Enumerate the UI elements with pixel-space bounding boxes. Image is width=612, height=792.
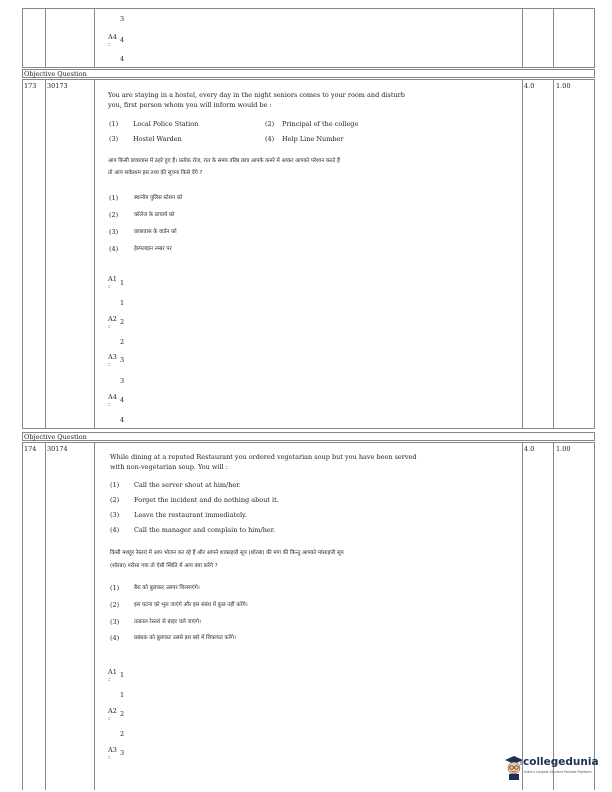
answer-173-a4-label: A4 [108, 393, 117, 401]
marks-173: 4.0 [524, 82, 535, 90]
negative-marks-174: 1.00 [556, 445, 571, 453]
question-id-173: 30173 [47, 82, 68, 90]
answer-174-a3-value: 3 [120, 749, 125, 757]
option-174-1-text: Call the server shout at him/her. [134, 481, 241, 489]
answer-173-a1-sub: 1 [120, 299, 125, 307]
answer-174-a3-colon: : [108, 753, 111, 761]
option-173-2-num: (2) [265, 120, 275, 128]
question-hindi-173-line1: आप किसी छात्रावास में ठहरे हुए हैं। प्रत्येक रोज, रात के समय वरिष्ठ छात्र आपके कमरे में आकर आपको परेशान करते हैं [108, 158, 340, 164]
answer-174-a1-sub: 1 [120, 691, 125, 699]
hindi-option-174-3-num: (3) [110, 618, 120, 626]
hindi-option-173-1-text: स्थानीय पुलिस स्टेशन को [134, 195, 183, 201]
answer-173-a1-value: 1 [120, 279, 125, 287]
question-hindi-174-line1: किसी मशहूर रेस्तरां में आप भोजन कर रहे हैं और आपने शाकाहारी सूप (शोरबा) की मांग की किन्तु आपको मांसाहारी सूप [110, 550, 344, 556]
question-hindi-173-line2: तो आप सर्वप्रथम इस तथ्य की सूचना किसे देंगे ? [108, 170, 203, 176]
hindi-option-173-1-num: (1) [109, 194, 119, 202]
hindi-option-174-4-num: (4) [110, 634, 120, 642]
question-text-173-line1: You are staying in a hostel, every day in the night seniors comes to your room and disturb [108, 91, 405, 99]
hindi-option-173-3-text: छात्रावास के वार्डन को [134, 229, 177, 235]
option-173-2-text: Principal of the college [282, 120, 359, 128]
answer-173-a1-colon: : [108, 282, 111, 290]
answer-173-a3-value: 3 [120, 356, 125, 364]
marks-174: 4.0 [524, 445, 535, 453]
prev-answer-a4-colon: : [108, 40, 111, 48]
graduate-mascot-icon [504, 754, 524, 780]
answer-174-a1-value: 1 [120, 671, 125, 679]
collegedunia-logo[interactable] [504, 754, 604, 790]
serial-number-174: 174 [24, 445, 37, 453]
section-label-174: Objective Question [22, 432, 595, 441]
prev-answer-a4-label: A4 [108, 33, 117, 41]
question-174-block [22, 442, 595, 790]
answer-173-a2-label: A2 [108, 315, 117, 323]
hindi-option-174-2-num: (2) [110, 601, 120, 609]
answer-173-a2-value: 2 [120, 318, 125, 326]
hindi-option-174-1-num: (1) [110, 584, 120, 592]
question-id-174: 30174 [47, 445, 68, 453]
answer-173-a4-sub: 4 [120, 416, 125, 424]
hindi-option-174-1-text: बैरा को बुलाकर उसपर चिल्लाएंगे। [134, 585, 200, 591]
answer-174-a2-sub: 2 [120, 730, 125, 738]
option-174-1-num: (1) [110, 481, 120, 489]
answer-173-a2-sub: 2 [120, 338, 125, 346]
hindi-option-173-4-text: हेल्पलाइन नम्बर पर [134, 246, 172, 252]
question-text-173-line2: you, first person whom you will inform would be : [108, 101, 272, 109]
hindi-option-173-3-num: (3) [109, 228, 119, 236]
option-173-4-text: Help Line Number [282, 135, 344, 143]
answer-173-a2-colon: : [108, 322, 111, 330]
logo-tagline: India's Largest Student Review Platform [524, 770, 592, 774]
answer-174-a2-colon: : [108, 714, 111, 722]
question-text-174-line1: While dining at a reputed Restaurant you ordered vegetarian soup but you have been served [110, 453, 417, 461]
option-173-3-text: Hostel Warden [133, 135, 182, 143]
answer-174-a1-label: A1 [108, 668, 117, 676]
question-hindi-174-line2: (शोरबा) परोसा गया तो ऐसी स्थिति में आप क्या करेंगे ? [110, 563, 218, 569]
option-173-1-num: (1) [109, 120, 119, 128]
answer-173-a1-label: A1 [108, 275, 117, 283]
prev-answer-a4-value: 4 [120, 36, 125, 44]
answer-173-a4-colon: : [108, 400, 111, 408]
option-174-4-num: (4) [110, 526, 120, 534]
hindi-option-173-4-num: (4) [109, 245, 119, 253]
logo-wordmark: collegedunia [523, 756, 599, 768]
answer-174-a1-colon: : [108, 675, 111, 683]
hindi-option-173-2-num: (2) [109, 211, 119, 219]
prev-value-3: 3 [120, 15, 125, 23]
negative-marks-173: 1.00 [556, 82, 571, 90]
hindi-option-174-4-text: प्रबंधक को बुलाकर उससे इस बारे में शिकायत करेंगे। [134, 635, 236, 641]
answer-173-a3-label: A3 [108, 353, 117, 361]
hindi-option-173-2-text: कॉलेज के प्राचार्य को [134, 212, 175, 218]
answer-173-a4-value: 4 [120, 396, 125, 404]
answer-173-a3-colon: : [108, 360, 111, 368]
prev-value-4: 4 [120, 55, 125, 63]
option-174-2-text: Forget the incident and do nothing about it. [134, 496, 279, 504]
option-174-3-num: (3) [110, 511, 120, 519]
question-text-174-line2: with non-vegetarian soup. You will : [110, 463, 228, 471]
option-173-4-num: (4) [265, 135, 275, 143]
answer-174-a3-label: A3 [108, 746, 117, 754]
answer-174-a2-value: 2 [120, 710, 125, 718]
option-173-3-num: (3) [109, 135, 119, 143]
serial-number-173: 173 [24, 82, 37, 90]
option-174-3-text: Leave the restaurant immediately. [134, 511, 247, 519]
question-173-block [22, 79, 595, 429]
hindi-option-174-3-text: तत्काल रेस्तरां से बाहर चले जाएंगे। [134, 619, 201, 625]
option-174-2-num: (2) [110, 496, 120, 504]
hindi-option-174-2-text: इस घटना को भूल जाएंगे और इस संबंध में कुछ नहीं करेंगे। [134, 602, 248, 608]
answer-174-a2-label: A2 [108, 707, 117, 715]
option-173-1-text: Local Police Station [133, 120, 199, 128]
section-label-173: Objective Question [22, 69, 595, 78]
option-174-4-text: Call the manager and complain to him/her. [134, 526, 276, 534]
answer-173-a3-sub: 3 [120, 377, 125, 385]
